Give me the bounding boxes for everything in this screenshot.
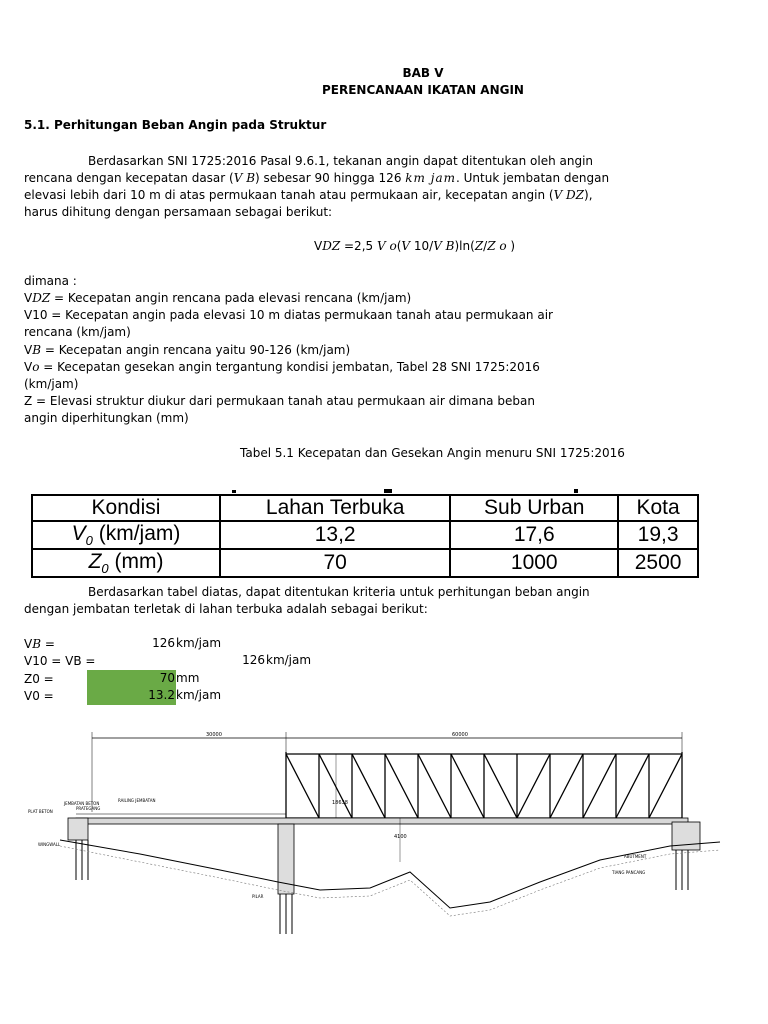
v0-unit: km/jam <box>176 688 222 702</box>
dim-left-label: 30000 <box>206 732 222 738</box>
v0-value: 13.2 <box>148 688 175 702</box>
definitions-intro: dimana : <box>24 274 77 288</box>
v0-label: V0 = <box>24 689 54 703</box>
soil-layer <box>60 846 720 916</box>
definition-vo-line-1: Vo = Kecepatan gesekan angin tergantung kondisi jembatan, Tabel 28 SNI 1725:2016 <box>24 360 540 374</box>
bridge-drawing-svg <box>20 722 742 944</box>
label-abutment: ABUTMENT <box>624 854 647 859</box>
table-header-cell: Lahan Terbuka <box>220 495 450 521</box>
intro-line-4: harus dihitung dengan persamaan sebagai berikut: <box>24 205 333 219</box>
vb-value: 126 <box>152 636 175 650</box>
label-jembatan: JEMBATAN BETON <box>64 801 100 806</box>
abutment-left <box>68 818 88 840</box>
table-row-label: $V_0$ (km/jam) <box>32 521 220 549</box>
wind-formula: VDZ =2,5 V o(V 10/V B)ln(Z/Z o ) <box>314 239 516 253</box>
label-tiang: TIANG PANCANG <box>612 870 646 875</box>
after-table-line-2: dengan jembatan terletak di lahan terbuka adalah sebagai berikut: <box>24 602 428 616</box>
table-cell: 70 <box>220 549 450 577</box>
truss <box>286 752 682 822</box>
definition-vb: VB = Kecepatan angin rencana yaitu 90-126 (km/jam) <box>24 343 351 357</box>
bridge-deck <box>76 818 688 824</box>
label-pilar: PILAR <box>252 894 264 899</box>
table-cell: 2500 <box>618 549 698 577</box>
table-row <box>32 521 698 549</box>
z0-unit: mm <box>176 671 200 685</box>
table-header-cell: Kota <box>618 495 698 521</box>
intro-line-2: rencana dengan kecepatan dasar (V B) sebesar 90 hingga 126 km jam. Untuk jembatan dengan <box>24 171 610 185</box>
chapter-title: PERENCANAAN IKATAN ANGIN <box>322 83 524 97</box>
section-heading: 5.1. Perhitungan Beban Angin pada Struktur <box>24 118 327 132</box>
label-prategang: PRATEGANG <box>76 806 101 811</box>
table-cell: 1000 <box>450 549 618 577</box>
piles <box>76 840 688 934</box>
intro-line-3: elevasi lebih dari 10 m di atas permukaan tanah atau permukaan air, kecepatan angin (V DZ), <box>24 188 593 202</box>
table-cell: 13,2 <box>220 521 450 549</box>
table-row <box>32 549 698 577</box>
chapter-number: BAB V <box>402 66 444 80</box>
table-caption: Tabel 5.1 Kecepatan dan Gesekan Angin menuru SNI 1725:2016 <box>240 446 625 460</box>
table-header-row <box>32 495 698 521</box>
definition-vdz: VDZ = Kecepatan angin rencana pada elevasi rencana (km/jam) <box>24 291 412 305</box>
v10-unit: km/jam <box>266 653 312 667</box>
height-dim-label: 18638 <box>332 800 348 806</box>
vb-label: VB = <box>24 637 55 651</box>
definition-z-line-1: Z = Elevasi struktur diukur dari permukaan tanah atau permukaan air dimana beban <box>24 394 535 408</box>
table-header-cell: Kondisi <box>32 495 220 521</box>
clearance-dim-label: 4100 <box>394 834 407 840</box>
table-header-cell: Sub Urban <box>450 495 618 521</box>
bridge-elevation-drawing <box>20 722 742 944</box>
definition-v10-line-2: rencana (km/jam) <box>24 325 131 339</box>
definition-v10-line-1: V10 = Kecepatan angin pada elevasi 10 m diatas permukaan tanah atau permukaan air <box>24 308 553 322</box>
label-wingwall: WINGWALL <box>38 842 61 847</box>
v10-value: 126 <box>242 653 265 667</box>
label-railing: RAILING JEMBATAN <box>118 798 156 803</box>
definition-vo-line-2: (km/jam) <box>24 377 79 391</box>
table-row-label: $Z_0$ (mm) <box>32 549 220 577</box>
intro-line-1: Berdasarkan SNI 1725:2016 Pasal 9.6.1, tekanan angin dapat ditentukan oleh angin <box>88 154 594 168</box>
dim-right-label: 60000 <box>452 732 468 738</box>
z0-value: 70 <box>159 671 175 685</box>
vb-unit: km/jam <box>176 636 222 650</box>
after-table-line-1: Berdasarkan tabel diatas, dapat ditentukan kriteria untuk perhitungan beban angin <box>88 585 590 599</box>
z0-label: Z0 = <box>24 672 54 686</box>
label-plat-beton: PLAT BETON <box>28 809 53 814</box>
table-cell: 17,6 <box>450 521 618 549</box>
v10-label: V10 = VB = <box>24 654 96 668</box>
definition-z-line-2: angin diperhitungkan (mm) <box>24 411 189 425</box>
wind-speed-table <box>31 494 699 578</box>
table-cell: 19,3 <box>618 521 698 549</box>
